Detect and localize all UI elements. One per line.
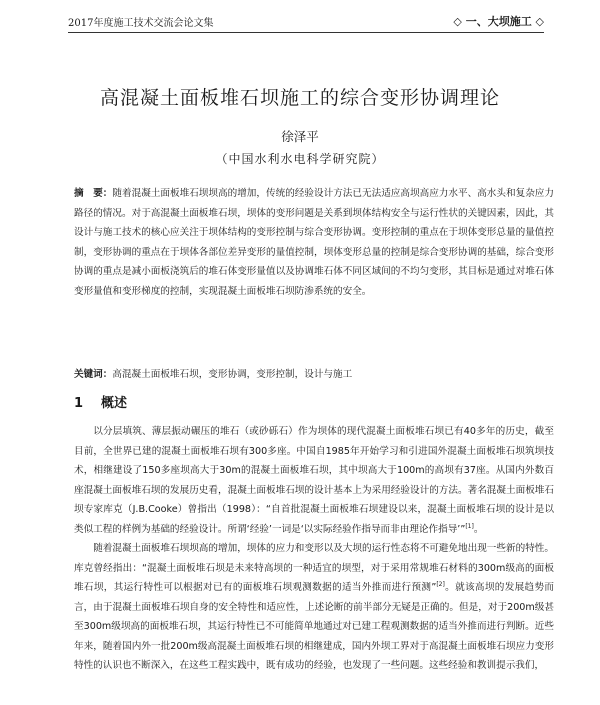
paragraph-1-text: 以分层填筑、薄层振动碾压的堆石（或砂砾石）作为坝体的现代混凝土面板堆石坝已有40多年的历史，截至目前，全世界已建的混凝土面板堆石坝有300多座。中国自1985年开始学习和引进国外混凝土面板堆石坝筑坝技术，相继建设了150多座坝高大于30m的混凝土面板堆石坝，其中坝高大于100m的高坝有37座。从国内外数百座混凝土面板堆石坝的发展历史看，混凝土面板堆石坝的设计基本上为采用经验设计的方法。著名混凝土面板堆石坝专家库克（J.B.Cooke）曾指出（1998）：“自首批混凝土面板堆石坝建设以来，混凝土面板堆石坝的设计是以类似工程的样例为基础的经验设计。所谓‘经验’一词是‘以实际经验作指导而非由理论作指导’”	[74, 426, 554, 535]
keywords-text: 高混凝土面板堆石坝，变形协调，变形控制，设计与施工	[112, 369, 353, 380]
body-paragraph-2	[74, 539, 554, 676]
citation-2: [2]	[436, 580, 445, 588]
section-heading	[74, 392, 127, 411]
keywords	[74, 365, 554, 385]
paper-title: 高混凝土面板堆石坝施工的综合变形协调理论	[99, 87, 500, 109]
affiliation: （中国水利水电科学研究院）	[215, 152, 385, 166]
keywords-label: 关键词：	[74, 369, 113, 380]
author: 徐泽平	[281, 129, 319, 144]
header-proceedings-title: 2017年度施工技术交流会论文集	[68, 18, 214, 29]
running-header	[68, 10, 544, 33]
section-number: 1	[74, 396, 84, 411]
body-paragraph-1	[74, 422, 554, 539]
abstract-label: 摘 要：	[74, 188, 113, 199]
abstract	[74, 184, 554, 301]
paragraph-2-text-b: 。就该高坝的发展趋势而言，由于混凝土面板堆石坝自身的安全特性和适应性，上述论断的前半部分无疑是正确的。但是，对于200m级甚至300m级坝高的面板堆石坝，其运行特性已不可能简单地通过对已建工程观测数据的适当外推而进行判断。近些年来，随着国内外一批200m级高混凝土面板堆石坝的相继建成，国内外坝工界对于高混凝土面板堆石坝应力变形特性的认识也不断深入，在这些工程实践中，既有成功的经验，也发现了一些问题。这些经验和教训提示我们，	[74, 582, 554, 671]
header-section-label: ◇ 一、大坝施工 ◇	[453, 15, 544, 28]
paragraph-2-text-a: 随着混凝土面板堆石坝坝高的增加，坝体的应力和变形以及大坝的运行性态将不可避免地出现一些新的特性。库克曾经指出：“混凝土面板堆石坝是未来特高坝的一种适宜的坝型，对于采用常规堆石材料的300m级高的面板堆石坝，其运行特性可以根据对已有的面板堆石坝观测数据的适当外推而进行预测”	[74, 543, 554, 593]
abstract-text: 随着混凝土面板堆石坝坝高的增加，传统的经验设计方法已无法适应高坝高应力水平、高水头和复杂应力路径的情况。对于高混凝土面板堆石坝，坝体的变形问题是关系到坝体结构安全与运行性状的关键因素，因此，其设计与施工技术的核心应关注于坝体结构的变形控制与综合变形协调。变形控制的重点在于坝体变形总量的量值控制，变形协调的重点在于坝体各部位差异变形的量值控制，坝体变形总量的控制是综合变形协调的基础，综合变形协调的重点是减小面板浇筑后的堆石体变形量值以及协调堆石体不同区域间的不均匀变形，其目标是通过对堆石体变形量值和变形梯度的控制，实现混凝土面板堆石坝防渗系统的安全。	[74, 188, 555, 297]
citation-1: [1]	[465, 522, 474, 530]
section-title: 概述	[101, 396, 128, 411]
paragraph-1-end: 。	[473, 523, 484, 535]
